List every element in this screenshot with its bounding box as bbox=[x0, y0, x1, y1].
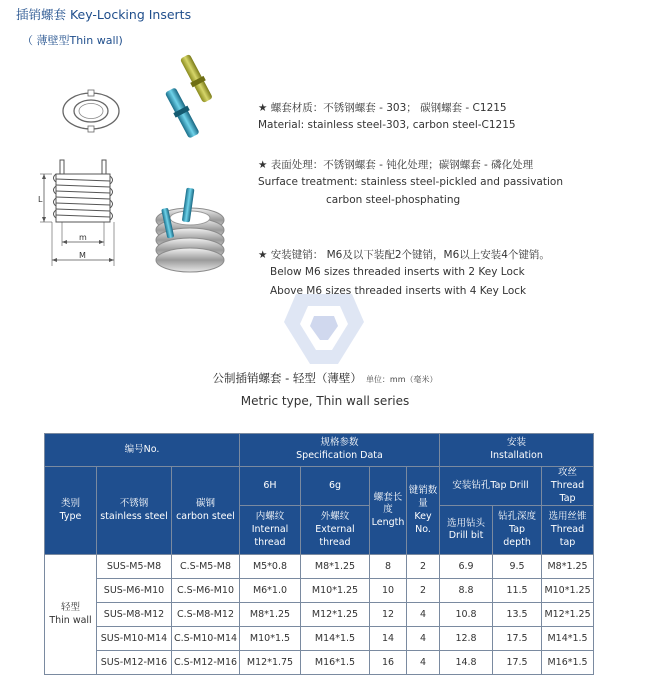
table-cell: 17.5 bbox=[493, 627, 542, 651]
header-spec-data bbox=[240, 434, 440, 467]
table-cell: M10*1.25 bbox=[301, 579, 370, 603]
header-length bbox=[370, 467, 407, 555]
header-depth-cn: 钻孔深度 bbox=[498, 511, 537, 523]
header-type bbox=[45, 467, 97, 555]
header-drill-bit bbox=[440, 506, 493, 555]
table-cell: C.S-M5-M8 bbox=[172, 555, 240, 579]
table-cell: M8*1.25 bbox=[542, 555, 594, 579]
unit-note: 单位：mm（毫米） bbox=[365, 375, 438, 384]
table-cell: 4 bbox=[407, 651, 440, 675]
header-bit-cn: 选用钻头 bbox=[447, 517, 486, 529]
table-cell: 6.9 bbox=[440, 555, 493, 579]
key-pins-image bbox=[160, 50, 236, 150]
type-en: Thin wall bbox=[49, 614, 92, 626]
surface-cn: ★ 表面处理：不锈钢螺套 - 钝化处理；碳钢螺套 - 磷化处理 bbox=[258, 159, 534, 171]
surface-en-2: carbon steel-phosphating bbox=[326, 194, 461, 206]
page-title: 插销螺套 Key-Locking Inserts bbox=[16, 7, 192, 22]
table-cell: 11.5 bbox=[493, 579, 542, 603]
header-code: 编号No. bbox=[45, 434, 240, 467]
header-keys-en: Key No. bbox=[414, 510, 432, 535]
table-cell: M6*1.0 bbox=[240, 579, 301, 603]
table-cell: 16 bbox=[370, 651, 407, 675]
table-heading-cn bbox=[0, 370, 650, 386]
header-ss-en: stainless steel bbox=[100, 510, 168, 522]
table-cell: 17.5 bbox=[493, 651, 542, 675]
table-cell: M10*1.25 bbox=[542, 579, 594, 603]
table-cell: 12 bbox=[370, 603, 407, 627]
table-cell: M12*1.25 bbox=[542, 603, 594, 627]
table-cell: M14*1.5 bbox=[542, 627, 594, 651]
table-cell: M12*1.25 bbox=[301, 603, 370, 627]
table-cell: 10 bbox=[370, 579, 407, 603]
header-ext-cn: 外螺纹 bbox=[320, 511, 350, 523]
table-cell: 8.8 bbox=[440, 579, 493, 603]
table-cell: M16*1.5 bbox=[542, 651, 594, 675]
table-cell: 13.5 bbox=[493, 603, 542, 627]
header-spec-en: Specification Data bbox=[296, 450, 383, 461]
table-cell: SUS-M10-M14 bbox=[97, 627, 172, 651]
table-cell: SUS-M6-M10 bbox=[97, 579, 172, 603]
table-cell: 4 bbox=[407, 603, 440, 627]
table-cell: C.S-M6-M10 bbox=[172, 579, 240, 603]
header-keys-cn: 键销数量 bbox=[408, 485, 438, 509]
length-label: L bbox=[38, 195, 43, 204]
material-en: Material: stainless steel-303, carbon steel-C1215 bbox=[258, 119, 516, 131]
table-cell: 4 bbox=[407, 627, 440, 651]
header-internal-thread bbox=[240, 506, 301, 555]
header-install-en: Installation bbox=[490, 450, 543, 461]
major-diameter-label: M bbox=[79, 251, 86, 260]
table-cell: SUS-M12-M16 bbox=[97, 651, 172, 675]
table-cell: C.S-M10-M14 bbox=[172, 627, 240, 651]
table-cell: 14 bbox=[370, 627, 407, 651]
table-cell: M10*1.5 bbox=[240, 627, 301, 651]
table-cell: C.S-M8-M12 bbox=[172, 603, 240, 627]
header-type-en: Type bbox=[59, 510, 82, 522]
key-lock-cn: ★ 安装键销： M6及以下装配2个键销，M6以上安装4个键销。 bbox=[258, 249, 550, 261]
header-int-cn: 内螺纹 bbox=[255, 511, 285, 523]
minor-diameter-label: m bbox=[79, 233, 87, 242]
type-cn: 轻型 bbox=[60, 602, 80, 614]
header-sel-en: Thread tap bbox=[550, 524, 585, 548]
header-cs-en: carbon steel bbox=[176, 510, 235, 522]
table-cell: M12*1.75 bbox=[240, 651, 301, 675]
header-6h: 6H bbox=[240, 467, 301, 506]
header-int-en: Internal thread bbox=[251, 524, 289, 548]
header-keys bbox=[407, 467, 440, 555]
header-ss-cn: 不锈钢 bbox=[119, 497, 149, 509]
header-sel-cn: 选用丝锥 bbox=[548, 511, 587, 523]
table-cell: M8*1.25 bbox=[301, 555, 370, 579]
header-bit-en: Drill bit bbox=[448, 530, 484, 542]
table-cell: C.S-M12-M16 bbox=[172, 651, 240, 675]
table-cell: 9.5 bbox=[493, 555, 542, 579]
type-cell bbox=[45, 555, 97, 675]
page-subtitle: （ 薄壁型Thin wall) bbox=[22, 34, 123, 47]
header-install-cn: 安装 bbox=[507, 437, 527, 449]
table-cell: 8 bbox=[370, 555, 407, 579]
header-tap-en: Thread Tap bbox=[550, 479, 585, 504]
header-tap-depth bbox=[493, 506, 542, 555]
watermark-logo bbox=[278, 286, 370, 368]
header-select-tap bbox=[542, 506, 594, 555]
header-depth-en: Tap depth bbox=[503, 524, 531, 548]
table-heading-cn-text: 公制插销螺套 - 轻型（薄壁） bbox=[212, 371, 362, 385]
header-cs-cn: 碳钢 bbox=[195, 497, 215, 509]
table-cell: 14.8 bbox=[440, 651, 493, 675]
table-cell: 10.8 bbox=[440, 603, 493, 627]
header-external-thread bbox=[301, 506, 370, 555]
table-cell: 12.8 bbox=[440, 627, 493, 651]
table-cell: M14*1.5 bbox=[301, 627, 370, 651]
table-cell: M16*1.5 bbox=[301, 651, 370, 675]
header-tap-cn: 攻丝 bbox=[558, 467, 578, 478]
table-cell: SUS-M8-M12 bbox=[97, 603, 172, 627]
table-cell: M8*1.25 bbox=[240, 603, 301, 627]
header-installation bbox=[440, 434, 594, 467]
header-tap-drill: 安装钻孔Tap Drill bbox=[440, 467, 542, 506]
header-carbon bbox=[172, 467, 240, 555]
table-cell: M5*0.8 bbox=[240, 555, 301, 579]
key-locking-insert-image bbox=[146, 186, 232, 282]
table-cell: 2 bbox=[407, 555, 440, 579]
header-spec-cn: 规格参数 bbox=[320, 437, 359, 449]
header-len-en: Length bbox=[371, 517, 405, 529]
surface-en: Surface treatment: stainless steel-pickled and passivation bbox=[258, 176, 563, 188]
header-len-cn: 螺套长度 bbox=[373, 491, 403, 516]
spec-table bbox=[44, 433, 594, 675]
material-cn: ★ 螺套材质：不锈钢螺套 - 303； 碳钢螺套 - C1215 bbox=[258, 102, 507, 114]
header-thread-tap bbox=[542, 467, 594, 506]
header-stainless bbox=[97, 467, 172, 555]
key-lock-en-1: Below M6 sizes threaded inserts with 2 Key Lock bbox=[270, 266, 525, 278]
header-6g: 6g bbox=[301, 467, 370, 506]
header-type-cn: 类别 bbox=[60, 497, 80, 509]
key-lock-en-2: Above M6 sizes threaded inserts with 4 Key Lock bbox=[270, 285, 527, 297]
table-cell: SUS-M5-M8 bbox=[97, 555, 172, 579]
insert-top-view bbox=[58, 86, 124, 136]
insert-side-view-drawing bbox=[36, 158, 128, 270]
header-ext-en: External thread bbox=[315, 524, 355, 548]
table-cell: 2 bbox=[407, 579, 440, 603]
table-heading-en: Metric type, Thin wall series bbox=[240, 394, 410, 408]
